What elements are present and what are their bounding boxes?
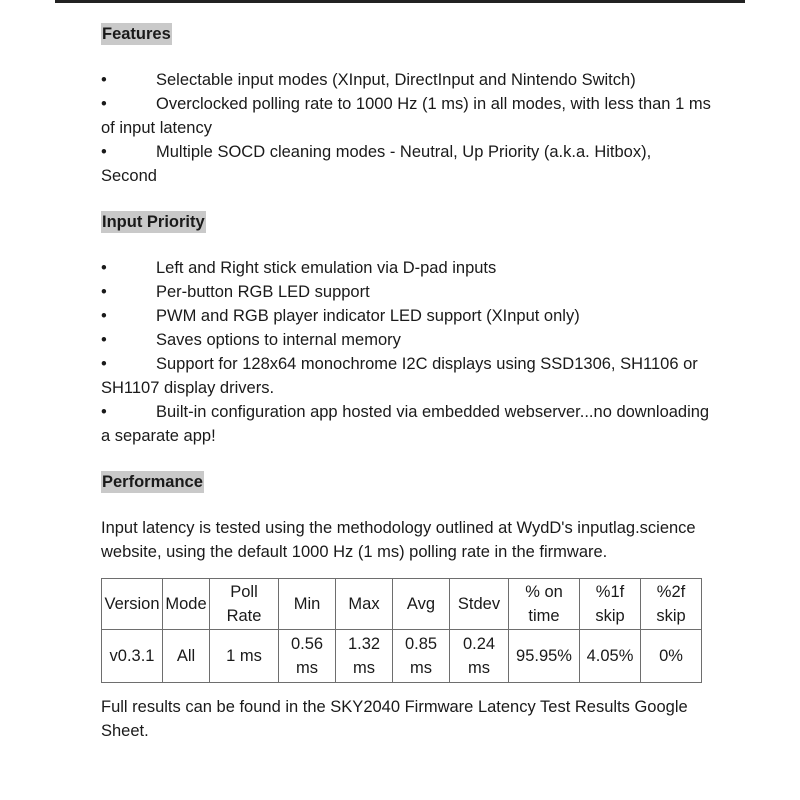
list-item: • Saves options to internal memory bbox=[101, 328, 711, 352]
bullet-icon: • bbox=[101, 283, 107, 301]
list-item: • Left and Right stick emulation via D-pad inputs bbox=[101, 256, 711, 280]
table-cell: 1 ms bbox=[210, 630, 279, 683]
table-cell: 0.56 ms bbox=[279, 630, 336, 683]
table-header-cell: Min bbox=[279, 579, 336, 630]
table-cell: 4.05% bbox=[580, 630, 641, 683]
bullet-icon: • bbox=[101, 259, 107, 277]
input-priority-list bbox=[101, 256, 711, 448]
features-list bbox=[101, 68, 711, 188]
table-header-cell: Stdev bbox=[450, 579, 509, 630]
performance-section bbox=[101, 470, 711, 494]
table-header-row bbox=[102, 579, 702, 630]
bullet-icon: • bbox=[101, 331, 107, 349]
input-priority-heading: Input Priority bbox=[102, 213, 205, 231]
table-cell: v0.3.1 bbox=[102, 630, 163, 683]
features-heading: Features bbox=[102, 25, 171, 43]
features-section bbox=[101, 22, 711, 46]
bullet-icon: • bbox=[101, 143, 107, 161]
table-header-cell: Version bbox=[102, 579, 163, 630]
latency-results-table bbox=[101, 578, 702, 683]
bullet-icon: • bbox=[101, 307, 107, 325]
document-body bbox=[101, 22, 711, 743]
table-row bbox=[102, 630, 702, 683]
list-item: • Multiple SOCD cleaning modes - Neutral, Up Priority (a.k.a. Hitbox), Second bbox=[101, 140, 711, 188]
table-cell: All bbox=[163, 630, 210, 683]
table-header-cell: %2f skip bbox=[641, 579, 702, 630]
list-item: • Support for 128x64 monochrome I2C displays using SSD1306, SH1106 or SH1107 display drivers. bbox=[101, 352, 711, 400]
table-cell: 0.85 ms bbox=[393, 630, 450, 683]
performance-footer: Full results can be found in the SKY2040 Firmware Latency Test Results Google Sheet. bbox=[101, 698, 688, 740]
list-item: • PWM and RGB player indicator LED support (XInput only) bbox=[101, 304, 711, 328]
bullet-icon: • bbox=[101, 95, 107, 113]
input-priority-section bbox=[101, 210, 711, 234]
table-header-cell: Avg bbox=[393, 579, 450, 630]
table-cell: 0.24 ms bbox=[450, 630, 509, 683]
table-header-cell: %1f skip bbox=[580, 579, 641, 630]
table-header-cell: % on time bbox=[509, 579, 580, 630]
performance-intro: Input latency is tested using the methodology outlined at WydD's inputlag.science website, using the default 1000 Hz (1 ms) polling rate in the firmware. bbox=[101, 519, 696, 561]
table-header-cell: Mode bbox=[163, 579, 210, 630]
list-item: • Overclocked polling rate to 1000 Hz (1 ms) in all modes, with less than 1 ms of input latency bbox=[101, 92, 711, 140]
list-item: • Selectable input modes (XInput, DirectInput and Nintendo Switch) bbox=[101, 68, 711, 92]
table-cell: 1.32 ms bbox=[336, 630, 393, 683]
table-header-cell: Poll Rate bbox=[210, 579, 279, 630]
list-item: • Per-button RGB LED support bbox=[101, 280, 711, 304]
performance-heading: Performance bbox=[102, 473, 203, 491]
top-border-line bbox=[55, 0, 745, 3]
table-cell: 0% bbox=[641, 630, 702, 683]
table-header-cell: Max bbox=[336, 579, 393, 630]
list-item: • Built-in configuration app hosted via embedded webserver...no downloading a separate app! bbox=[101, 400, 711, 448]
bullet-icon: • bbox=[101, 355, 107, 373]
table-cell: 95.95% bbox=[509, 630, 580, 683]
bullet-icon: • bbox=[101, 71, 107, 89]
bullet-icon: • bbox=[101, 403, 107, 421]
